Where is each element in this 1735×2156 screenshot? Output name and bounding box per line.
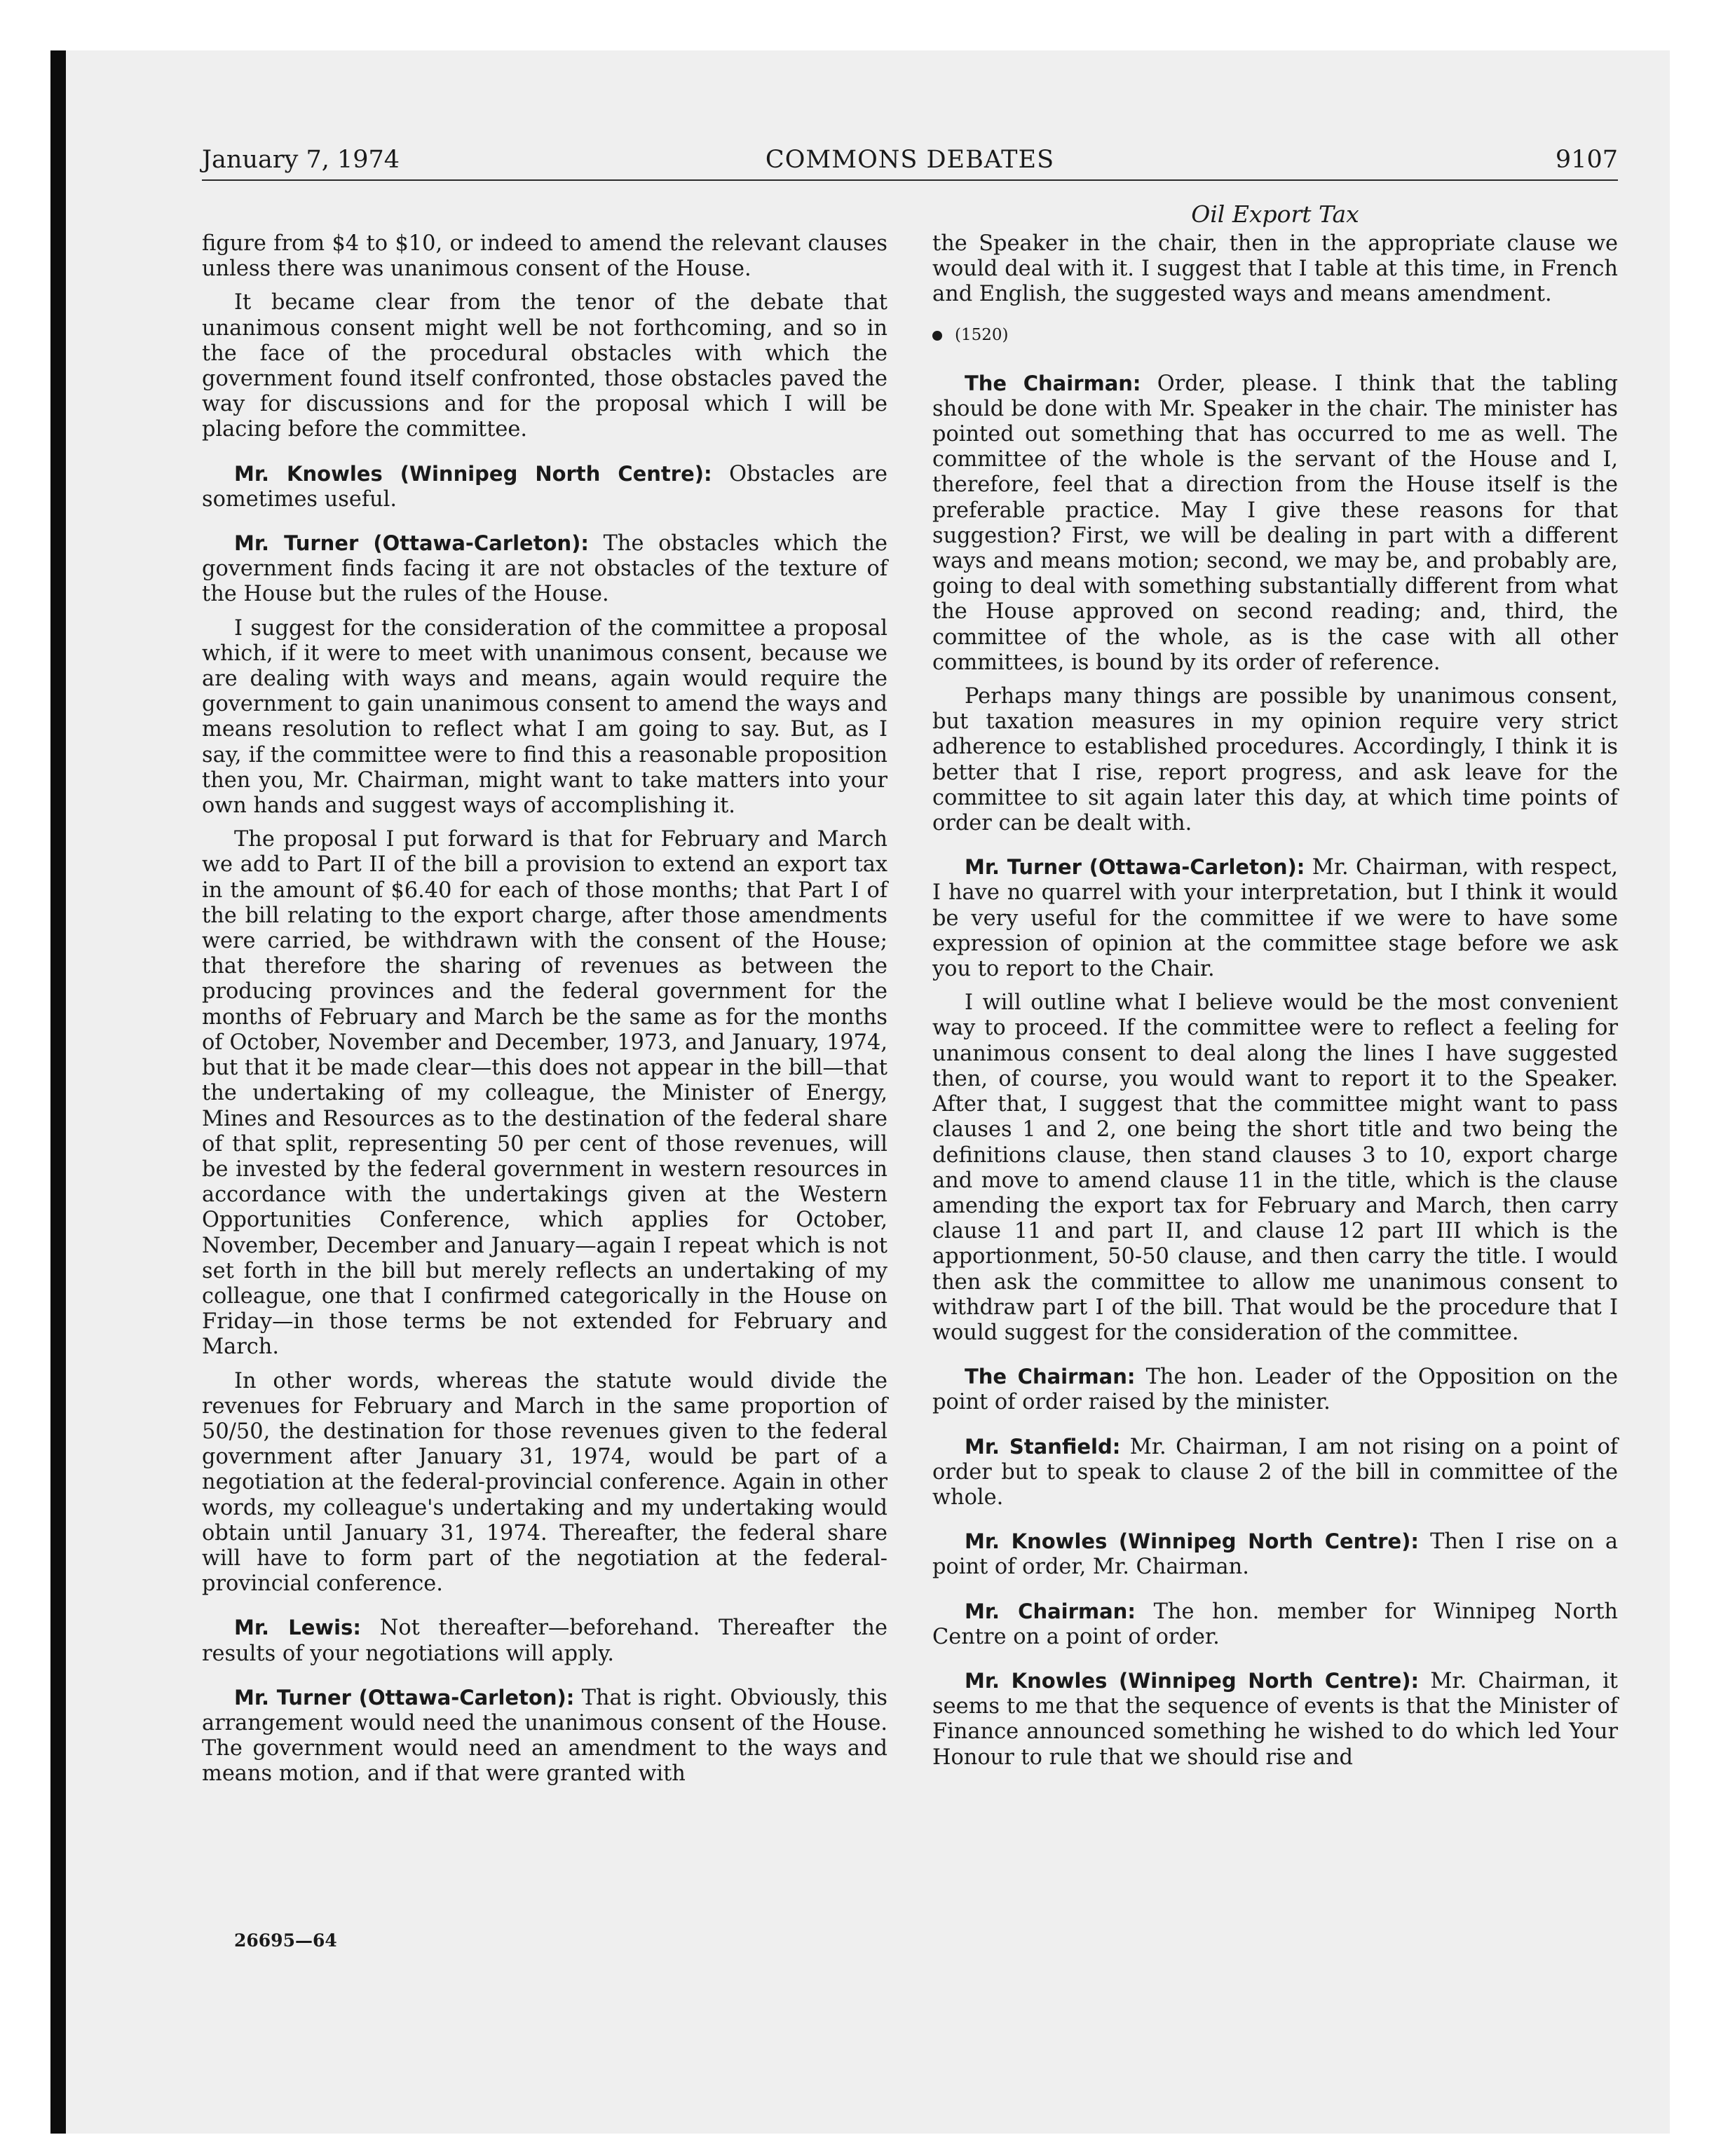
- speaker-name: Mr. Knowles (Winnipeg North Centre):: [965, 1668, 1420, 1693]
- speaker-name: Mr. Knowles (Winnipeg North Centre):: [965, 1529, 1419, 1554]
- speech: [932, 1364, 1618, 1415]
- paragraph: the Speaker in the chair, then in the appropriate clause we would deal with it. I suggest that I table at this time, in French and English, the suggested ways and means amendment.: [932, 231, 1618, 307]
- speech-text: The hon. member for Winnipeg North Centre on a point of order.: [932, 1599, 1618, 1649]
- speech: [202, 1685, 887, 1787]
- speech-text: Not thereafter—beforehand. Thereafter the results of your negotiations will apply.: [202, 1616, 887, 1666]
- time-stamp: [932, 325, 1618, 346]
- speaker-name: Mr. Turner (Ottawa-Carleton):: [965, 855, 1305, 880]
- page-header: [202, 144, 1618, 181]
- header-date: January 7, 1974: [202, 146, 400, 174]
- speech-text: The obstacles which the government finds facing it are not obstacles of the texture of the House but the rules of the House.: [202, 531, 887, 607]
- left-column: [202, 231, 887, 1796]
- speaker-name: The Chairman:: [965, 1365, 1136, 1389]
- speech-text: Mr. Chairman, it seems to me that the sequence of events is that the Minister of Finance announced something he wished to do which led Your Honour to rule that we should rise and: [932, 1668, 1618, 1770]
- speech-text: That is right. Obviously, this arrangement would need the unanimous consent of the House. The government would need an amendment to the ways and means motion, and if that were granted with: [202, 1685, 887, 1787]
- speech-text: Obstacles are sometimes useful.: [202, 461, 887, 512]
- paragraph: figure from $4 to $10, or indeed to amend the relevant clauses unless there was unanimous consent of the House.: [202, 231, 887, 282]
- speaker-name: Mr. Stanfield:: [965, 1434, 1121, 1459]
- speaker-name: Mr. Knowles (Winnipeg North Centre):: [234, 461, 712, 486]
- speech: [932, 1668, 1618, 1770]
- speech-text: Mr. Chairman, with respect, I have no quarrel with your interpretation, but I think it would be very useful for the committee if we were to have some expression of opinion at the committee stage before we ask you to report to the Chair.: [932, 855, 1618, 982]
- running-head: Oil Export Tax: [1191, 200, 1359, 228]
- speaker-name: Mr. Turner (Ottawa-Carleton):: [234, 531, 589, 556]
- paragraph: It became clear from the tenor of the debate that unanimous consent might well be not forthcoming, and so in the face of the procedural obstacles with which the government found itself confronted, those obstacles paved the way for discussions and for the proposal which I will be placing before the committee.: [202, 290, 887, 442]
- paragraph: Perhaps many things are possible by unanimous consent, but taxation measures in my opinion require very strict adherence to established procedures. Accordingly, I think it is better that I rise, report progress, and ask leave for the committee to sit again later this day, at which time points of order can be dealt with.: [932, 684, 1618, 836]
- speech-text: Mr. Chairman, I am not rising on a point of order but to speak to clause 2 of the bill in committee of the whole.: [932, 1434, 1619, 1510]
- speaker-name: Mr. Lewis:: [234, 1616, 361, 1640]
- speech: [202, 1615, 887, 1666]
- time-stamp-text: (1520): [955, 325, 1009, 344]
- bullet-icon: [932, 331, 942, 341]
- speech-text: Then I rise on a point of order, Mr. Chairman.: [932, 1529, 1618, 1580]
- speech: [932, 854, 1618, 982]
- paragraph: I suggest for the consideration of the committee a proposal which, if it were to meet with unanimous consent, because we are dealing with ways and means, again would require the government to gain unanimous consent to amend the ways and means resolution to reflect what I am going to say. But, as I say, if the committee were to find this a reasonable proposition then you, Mr. Chairman, might want to take matters into your own hands and suggest ways of accomplishing it.: [202, 615, 887, 819]
- header-title: COMMONS DEBATES: [765, 146, 1055, 174]
- paragraph: I will outline what I believe would be the most convenient way to proceed. If the committee were to reflect a feeling for unanimous consent to deal along the lines I have suggested then, of course, you would want to report it to the Speaker. After that, I suggest that the committee might want to pass clauses 1 and 2, one being the short title and two being the definitions clause, then stand clauses 3 to 10, export charge and move to amend clause 11 in the title, which is the clause amending the export tax for February and March, then carry clause 11 and part II, and clause 12 part III which is the apportionment, 50-50 clause, and then carry the title. I would then ask the committee to allow me unanimous consent to withdraw part I of the bill. That would be the procedure that I would suggest for the consideration of the committee.: [932, 990, 1618, 1345]
- paragraph: In other words, whereas the statute would divide the revenues for February and March in the same proportion of 50/50, the destination for those revenues given to the federal government after January 31, 1974, would be part of a negotiation at the federal-provincial conference. Again in other words, my colleague's undertaking and my undertaking would obtain until January 31, 1974. Thereafter, the federal share will have to form part of the negotiation at the federal-provincial conference.: [202, 1368, 887, 1597]
- speech: [202, 461, 887, 512]
- speech-text: The hon. Leader of the Opposition on the point of order raised by the minister.: [932, 1365, 1618, 1415]
- speech: [932, 1529, 1618, 1580]
- speaker-name: Mr. Chairman:: [965, 1599, 1136, 1623]
- speech: [932, 1434, 1618, 1511]
- speech: [932, 371, 1618, 676]
- paragraph: The proposal I put forward is that for February and March we add to Part II of the bill a provision to extend an export tax in the amount of $6.40 for each of those months; that Part I of the bill relating to the export charge, after those amendments were carried, be withdrawn with the consent of the House; that therefore the sharing of revenues as between the producing provinces and the federal government for the months of February and March be the same as for the months of October, November and December, 1973, and January, 1974, but that it be made clear—this does not appear in the bill—that the undertaking of my colleague, the Minister of Energy, Mines and Resources as to the destination of the federal share of that split, representing 50 per cent of those revenues, will be invested by the federal government in western resources in accordance with the undertakings given at the Western Opportunities Conference, which applies for October, November, December and January—again I repeat which is not set forth in the bill but merely reflects an undertaking of my colleague, one that I confirmed categorically in the House on Friday—in those terms be not extended for February and March.: [202, 827, 887, 1360]
- right-column: [932, 231, 1618, 1779]
- speech: [202, 531, 887, 608]
- page-number: 9107: [1555, 146, 1618, 174]
- footer-code: 26695—64: [234, 1930, 337, 1951]
- speech-text: Order, please. I think that the tabling should be done with Mr. Speaker in the chair. The minister has pointed out something that has occurred to me as well. The committee of the whole is the servant of the House and I, therefore, feel that a direction from the House itself is the preferable practice. May I give these reasons for that suggestion? First, we will be dealing in part with a different ways and means motion; second, we may be, and probably are, going to deal with something substantially different from what the House approved on second reading; and, third, the committee of the whole, as is the case with all other committees, is bound by its order of reference.: [932, 371, 1618, 675]
- speaker-name: The Chairman:: [965, 371, 1141, 395]
- speaker-name: Mr. Turner (Ottawa-Carleton):: [234, 1685, 575, 1710]
- speech: [932, 1599, 1618, 1650]
- scan-binding-edge: [50, 50, 66, 2134]
